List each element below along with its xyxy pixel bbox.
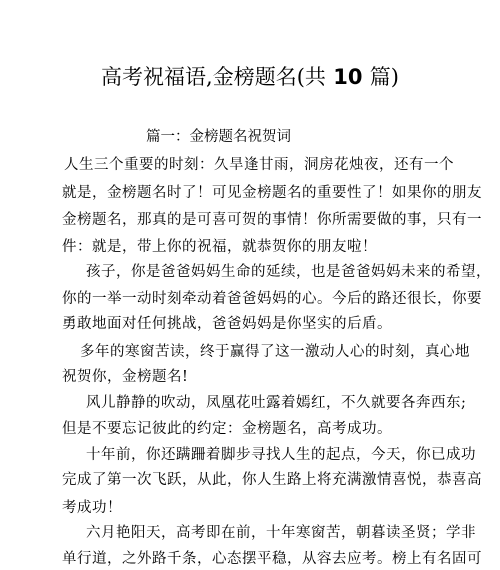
paragraph-line-13: 完成了第一次飞跃，从此，你人生路上将充满激情喜悦，恭喜高 xyxy=(62,472,482,488)
paragraph-line-5: 孩子，你是爸爸妈妈生命的延续，也是爸爸妈妈未来的希望， xyxy=(86,264,491,280)
paragraph-line-9: 祝贺你，金榜题名! xyxy=(62,369,189,385)
paragraph-line-3: 金榜题名，那真的是可喜可贺的事情！你所需要做的事，只有一 xyxy=(62,212,482,228)
section-heading: 篇一：金榜题名祝贺词 xyxy=(146,129,291,145)
document-title-suffix: 篇) xyxy=(369,65,399,89)
paragraph-line-16: 单行道，之外路千条，心态摆平稳，从容去应考。榜上有名固可 xyxy=(62,551,482,567)
paragraph-line-15: 六月艳阳天，高考即在前，十年寒窗苦，朝暮读圣贤；学非 xyxy=(86,525,476,541)
paragraph-line-11: 但是不要忘记彼此的约定：金榜题名，高考成功。 xyxy=(62,421,392,437)
paragraph-line-6: 你的一举一动时刻牵动着爸爸妈妈的心。今后的路还很长，你要 xyxy=(62,291,482,307)
paragraph-line-4: 件：就是，带上你的祝福，就恭贺你的朋友啦！ xyxy=(62,239,377,255)
paragraph-line-1: 人生三个重要的时刻：久旱逢甘雨，洞房花烛夜，还有一个 xyxy=(64,157,454,173)
paragraph-line-10: 风儿静静的吹动，凤凰花吐露着嫣红，不久就要各奔西东; xyxy=(86,395,467,411)
document-title-text: 高考祝福语,金榜题名(共 xyxy=(101,65,326,89)
document-title-number: 10 xyxy=(325,65,370,89)
paragraph-line-8: 多年的寒窗苦读，终于赢得了这一激动人心的时刻，真心地 xyxy=(80,344,470,360)
paragraph-line-12: 十年前，你还蹒跚着脚步寻找人生的起点，今天，你已成功 xyxy=(86,447,476,463)
document-title xyxy=(0,62,500,92)
paragraph-line-2: 就是，金榜题名时了！可见金榜题名的重要性了！如果你的朋友 xyxy=(62,185,482,201)
paragraph-line-14: 考成功！ xyxy=(62,500,122,516)
paragraph-line-7: 勇敢地面对任何挑战，爸爸妈妈是你坚实的后盾。 xyxy=(62,316,392,332)
